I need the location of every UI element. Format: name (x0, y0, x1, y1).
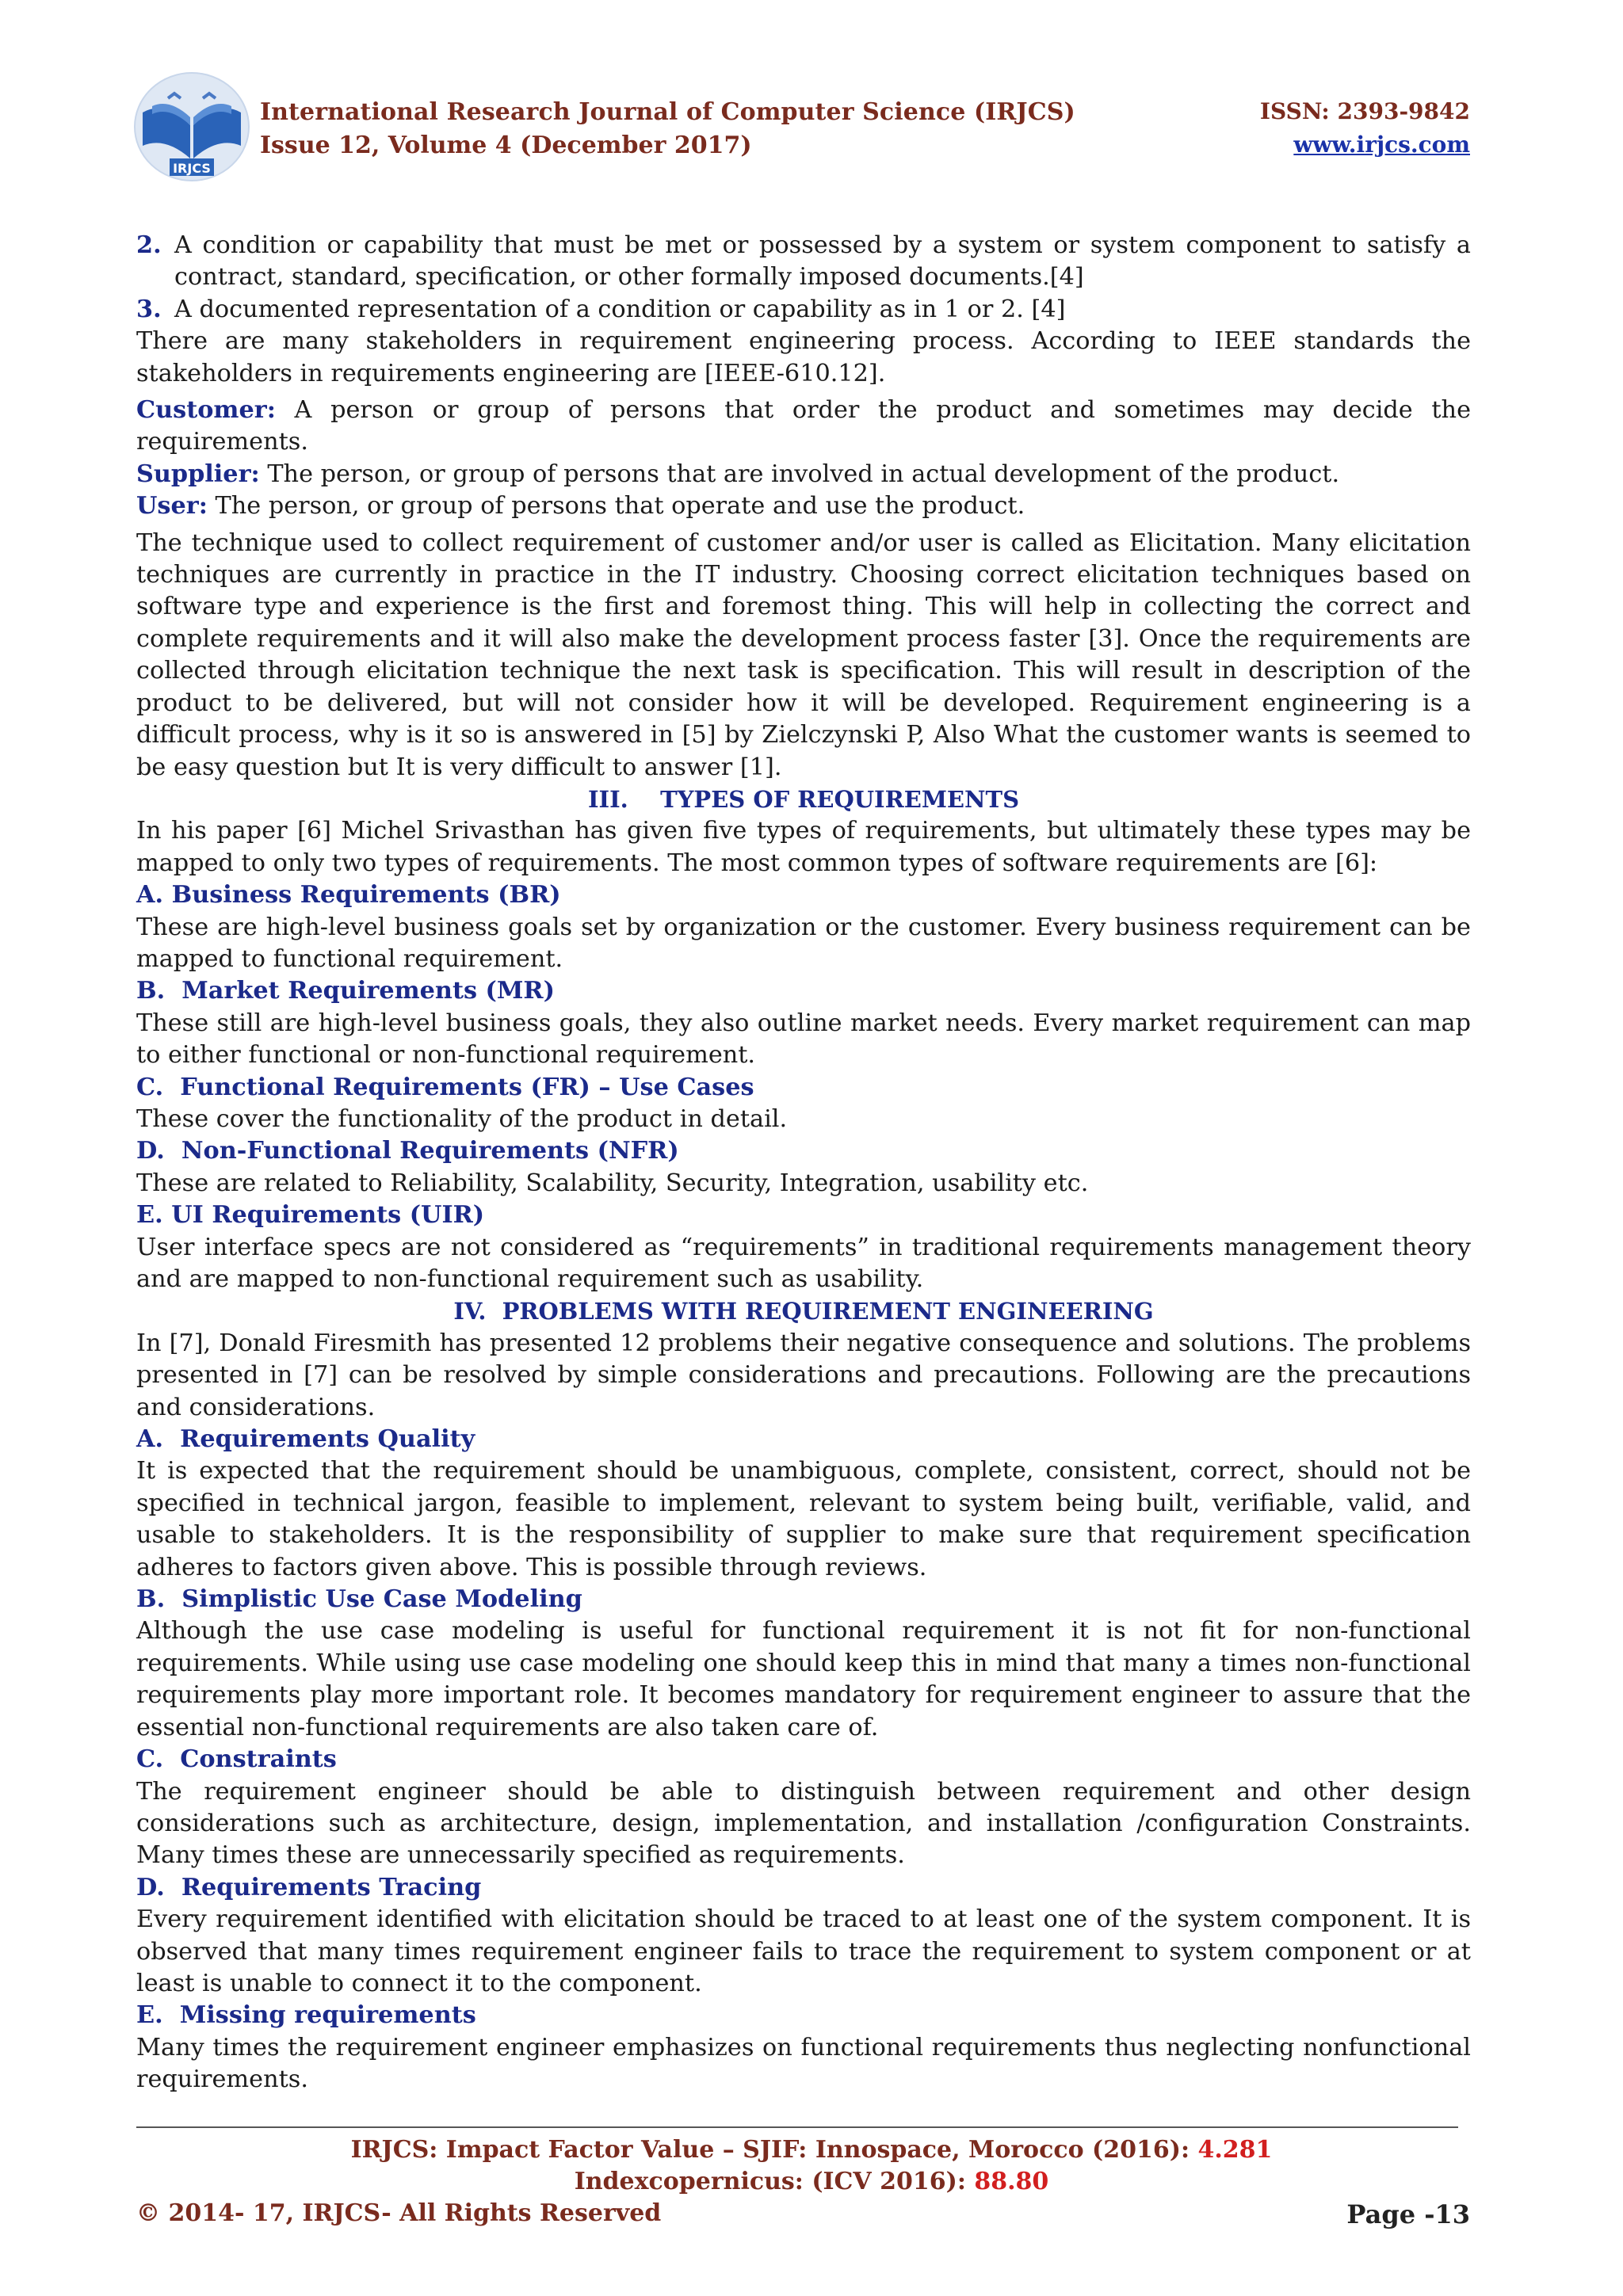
customer-definition (136, 395, 1471, 459)
item-text: A documented representation of a condition or capability as in 1 or 2. [4] (174, 295, 1066, 323)
customer-term: Customer: (136, 396, 276, 425)
impact-factor-line (0, 2136, 1623, 2164)
paragraph-missing: Many times the requirement engineer emphasizes on functional requirements thus neglecting nonfunctional requirements. (136, 2033, 1471, 2094)
subheading-quality: A. Requirements Quality (136, 1425, 475, 1454)
icv-value: 88.80 (974, 2168, 1049, 2195)
logo-graphic (128, 70, 255, 189)
page-number: Page -13 (1346, 2199, 1470, 2229)
paragraph-market: These still are high-level business goals, they also outline market needs. Every market requirement can map to either functional or non-functional requirement. (136, 1009, 1471, 1070)
impact-label: IRJCS: Impact Factor Value – SJIF: Innospace, Morocco (2016): (350, 2136, 1198, 2164)
paragraph-types: In his paper [6] Michel Srivasthan has given five types of requirements, but ultimately these types may be mapped to only two types of requirements. The most common types of software requirements are [6]: (136, 817, 1471, 877)
journal-url-link[interactable]: www.irjcs.com (1293, 132, 1470, 158)
paragraph-functional: These cover the functionality of the product in detail. (136, 1104, 788, 1133)
paragraph-business: These are high-level business goals set by organization or the customer. Every business requirement can be mapped to functional requirement. (136, 913, 1471, 973)
footer-divider (136, 2126, 1458, 2128)
supplier-definition (136, 459, 1471, 490)
paragraph-tracing: Every requirement identified with elicitation should be traced to at least one of the system component. It is observed that many times requirement engineer fails to trace the requirement to system component or at least is unable to connect it to the component. (136, 1905, 1471, 1997)
customer-text: A person or group of persons that order the product and sometimes may decide the requirements. (136, 396, 1471, 456)
supplier-term: Supplier: (136, 460, 260, 488)
subheading-missing: E. Missing requirements (136, 2001, 476, 2030)
paragraph-nonfunctional: These are related to Reliability, Scalability, Security, Integration, usability etc. (136, 1169, 1089, 1197)
article-body (136, 230, 1471, 2096)
paragraph-problems: In [7], Donald Firesmith has presented 12 problems their negative consequence and solutions. The problems presented in [7] can be resolved by simple considerations and precautions. Following are the precautions and considerations. (136, 1329, 1471, 1421)
subheading-business: A. Business Requirements (BR) (136, 881, 561, 910)
user-definition (136, 490, 1471, 522)
copyright: © 2014- 17, IRJCS- All Rights Reserved (136, 2199, 662, 2227)
logo-text: IRJCS (173, 161, 211, 176)
impact-value: 4.281 (1197, 2136, 1273, 2164)
subheading-constraints: C. Constraints (136, 1745, 337, 1774)
paragraph-use-case: Although the use case modeling is useful for functional requirement it is not fit for non-functional requirements. While using use case modeling one should keep this in mind that many a times non-functional requirements play more important role. It becomes mandatory for requirement engineer to assure that the essential non-functional requirements are also taken care of. (136, 1617, 1471, 1741)
journal-logo (128, 70, 255, 189)
user-term: User: (136, 492, 208, 521)
supplier-text: The person, or group of persons that are involved in actual development of the product. (259, 460, 1340, 488)
paragraph-elicitation: The technique used to collect requirement of customer and/or user is called as Elicitation. Many elicitation techniques are currently in practice in the IT industry. Choosing correct elicitation techniques based on software type and experience is the first and foremost thing. This will help in collecting the correct and complete requirements and it will also make the development process faster [3]. Once the requirements are collected through elicitation technique the next task is specification. This will result in description of the product to be delivered, but will not consider how it will be developed. Requirement engineering is a difficult process, why is it so is answered in [5] by Zielczynski P, Also What the customer wants is seemed to be easy question but It is very difficult to answer [1]. (136, 528, 1471, 781)
paragraph-constraints: The requirement engineer should be able to distinguish between requirement and other design considerations such as architecture, design, implementation, and installation /configuration Constraints. Many times these are unnecessarily specified as requirements. (136, 1777, 1471, 1870)
item-number: 3. (136, 295, 162, 323)
icv-label: Indexcopernicus: (ICV 2016): (574, 2168, 975, 2195)
paragraph-quality: It is expected that the requirement should be unambiguous, complete, consistent, correct, should not be specified in technical jargon, feasible to implement, relevant to system being built, verifiable, valid, and usable to stakeholders. It is the responsibility of supplier to make sure that requirement specification adheres to factors given above. This is possible through reviews. (136, 1457, 1471, 1581)
user-text: The person, or group of persons that operate and use the product. (207, 492, 1025, 521)
item-number: 2. (136, 231, 162, 259)
section-heading-types: III. TYPES OF REQUIREMENTS (587, 785, 1020, 813)
paragraph-ui: User interface specs are not considered as “requirements” in traditional requirements management theory and are mapped to non-functional requirement such as usability. (136, 1233, 1471, 1293)
subheading-functional: C. Functional Requirements (FR) – Use Cases (136, 1073, 754, 1101)
issn: ISSN: 2393-9842 (1259, 98, 1470, 124)
section-heading-problems: IV. PROBLEMS WITH REQUIREMENT ENGINEERING (453, 1298, 1154, 1325)
definition-item-2 (136, 230, 1471, 294)
subheading-nonfunctional: D. Non-Functional Requirements (NFR) (136, 1137, 679, 1165)
subheading-use-case: B. Simplistic Use Case Modeling (136, 1585, 582, 1614)
paragraph-stakeholders: There are many stakeholders in requirement engineering process. According to IEEE standards the stakeholders in requirements engineering are [IEEE-610.12]. (136, 327, 1471, 387)
item-text: A condition or capability that must be met or possessed by a system or system component to satisfy a contract, standard, specification, or other formally imposed documents.[4] (174, 231, 1471, 292)
journal-issue: Issue 12, Volume 4 (December 2017) (260, 132, 752, 159)
icv-line (0, 2168, 1623, 2195)
subheading-market: B. Market Requirements (MR) (136, 977, 555, 1005)
definition-item-3 (136, 294, 1471, 326)
journal-title: International Research Journal of Computer Science (IRJCS) (260, 98, 1075, 126)
subheading-tracing: D. Requirements Tracing (136, 1873, 482, 1901)
subheading-ui: E. UI Requirements (UIR) (136, 1201, 485, 1230)
